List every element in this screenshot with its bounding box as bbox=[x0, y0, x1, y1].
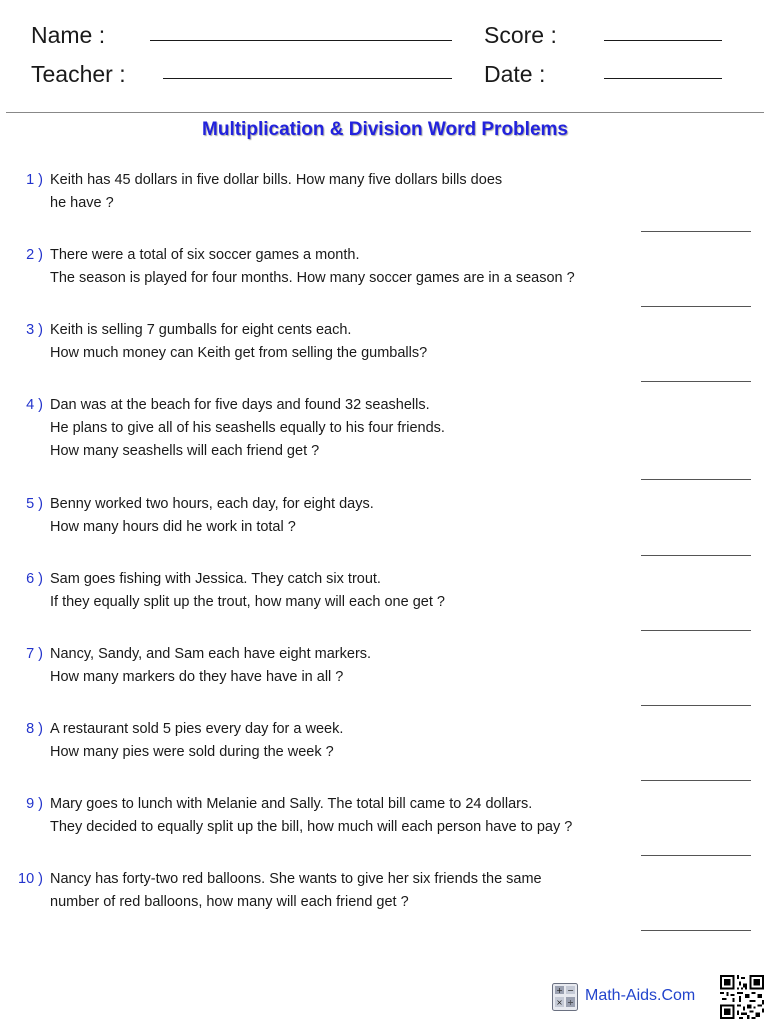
problem-line: They decided to equally split up the bill, how much will each person have to pay ? bbox=[50, 819, 573, 835]
problem-number: 9 ) bbox=[26, 796, 43, 812]
problem-text bbox=[50, 643, 371, 689]
answer-blank[interactable] bbox=[641, 630, 751, 631]
teacher-label: Teacher : bbox=[31, 61, 126, 87]
problem-line: Keith is selling 7 gumballs for eight cents each. bbox=[50, 322, 352, 338]
problem-line: Nancy has forty-two red balloons. She wants to give her six friends the same bbox=[50, 871, 542, 887]
problem-text bbox=[50, 568, 445, 614]
problem-line: If they equally split up the trout, how many will each one get ? bbox=[50, 594, 445, 610]
problem-line: Nancy, Sandy, and Sam each have eight markers. bbox=[50, 646, 372, 662]
problem-text bbox=[50, 718, 343, 764]
problem-line: The season is played for four months. How many soccer games are in a season ? bbox=[50, 270, 575, 286]
problem-number: 2 ) bbox=[26, 247, 43, 263]
problem-line: Sam goes fishing with Jessica. They catch six trout. bbox=[50, 571, 381, 587]
problem-number: 7 ) bbox=[26, 646, 43, 662]
problem-line: How many markers do they have have in all ? bbox=[50, 669, 344, 685]
svg-text:×: × bbox=[556, 998, 563, 1007]
svg-text:+: + bbox=[556, 986, 563, 995]
answer-blank[interactable] bbox=[641, 231, 751, 232]
problem-text bbox=[50, 868, 542, 914]
problem-line: number of red balloons, how many will each friend get ? bbox=[50, 894, 409, 910]
header-divider bbox=[6, 112, 764, 113]
answer-blank[interactable] bbox=[641, 780, 751, 781]
teacher-field-line[interactable] bbox=[163, 78, 452, 79]
name-label: Name : bbox=[31, 22, 106, 48]
problem-line: He plans to give all of his seashells equally to his four friends. bbox=[50, 420, 445, 436]
problem-line: Dan was at the beach for five days and found 32 seashells. bbox=[50, 397, 430, 413]
svg-text:−: − bbox=[567, 986, 574, 995]
problem-line: How many hours did he work in total ? bbox=[50, 519, 296, 535]
problem-number: 3 ) bbox=[26, 322, 43, 338]
problem-line: How much money can Keith get from selling the gumballs? bbox=[50, 345, 428, 361]
problem-line: A restaurant sold 5 pies every day for a week. bbox=[50, 721, 344, 737]
problem-text bbox=[50, 493, 374, 539]
brand-link[interactable]: Math-Aids.Com bbox=[585, 987, 696, 1004]
problem-text bbox=[50, 244, 575, 290]
problem-line: How many pies were sold during the week ? bbox=[50, 744, 334, 760]
problem-number: 10 ) bbox=[18, 871, 43, 887]
name-field-line[interactable] bbox=[150, 40, 452, 41]
problem-line: Keith has 45 dollars in five dollar bills. How many five dollars bills does bbox=[50, 172, 503, 188]
problem-number: 1 ) bbox=[26, 172, 43, 188]
calculator-icon bbox=[552, 983, 578, 1011]
score-label: Score : bbox=[484, 22, 557, 48]
worksheet-title: Multiplication & Division Word Problems bbox=[202, 119, 568, 140]
answer-blank[interactable] bbox=[641, 306, 751, 307]
problem-line: he have ? bbox=[50, 195, 114, 211]
problem-line: Benny worked two hours, each day, for eight days. bbox=[50, 496, 374, 512]
footer bbox=[552, 975, 766, 1019]
problem-line: Mary goes to lunch with Melanie and Sally. The total bill came to 24 dollars. bbox=[50, 796, 533, 812]
problem-number: 6 ) bbox=[26, 571, 43, 587]
date-field-line[interactable] bbox=[604, 78, 722, 79]
problem-number: 8 ) bbox=[26, 721, 43, 737]
problem-number: 4 ) bbox=[26, 397, 43, 413]
answer-blank[interactable] bbox=[641, 705, 751, 706]
problem-number: 5 ) bbox=[26, 496, 43, 512]
problem-line: There were a total of six soccer games a month. bbox=[50, 247, 360, 263]
date-label: Date : bbox=[484, 61, 546, 87]
problem-text bbox=[50, 319, 427, 365]
qr-code-icon bbox=[720, 975, 764, 1019]
answer-blank[interactable] bbox=[641, 855, 751, 856]
svg-text:÷: ÷ bbox=[567, 998, 574, 1007]
score-field-line[interactable] bbox=[604, 40, 722, 41]
problem-text bbox=[50, 394, 445, 463]
problem-line: How many seashells will each friend get ? bbox=[50, 443, 320, 459]
answer-blank[interactable] bbox=[641, 381, 751, 382]
problem-text bbox=[50, 793, 572, 839]
answer-blank[interactable] bbox=[641, 555, 751, 556]
answer-blank[interactable] bbox=[641, 930, 751, 931]
problem-text bbox=[50, 169, 502, 215]
answer-blank[interactable] bbox=[641, 479, 751, 480]
